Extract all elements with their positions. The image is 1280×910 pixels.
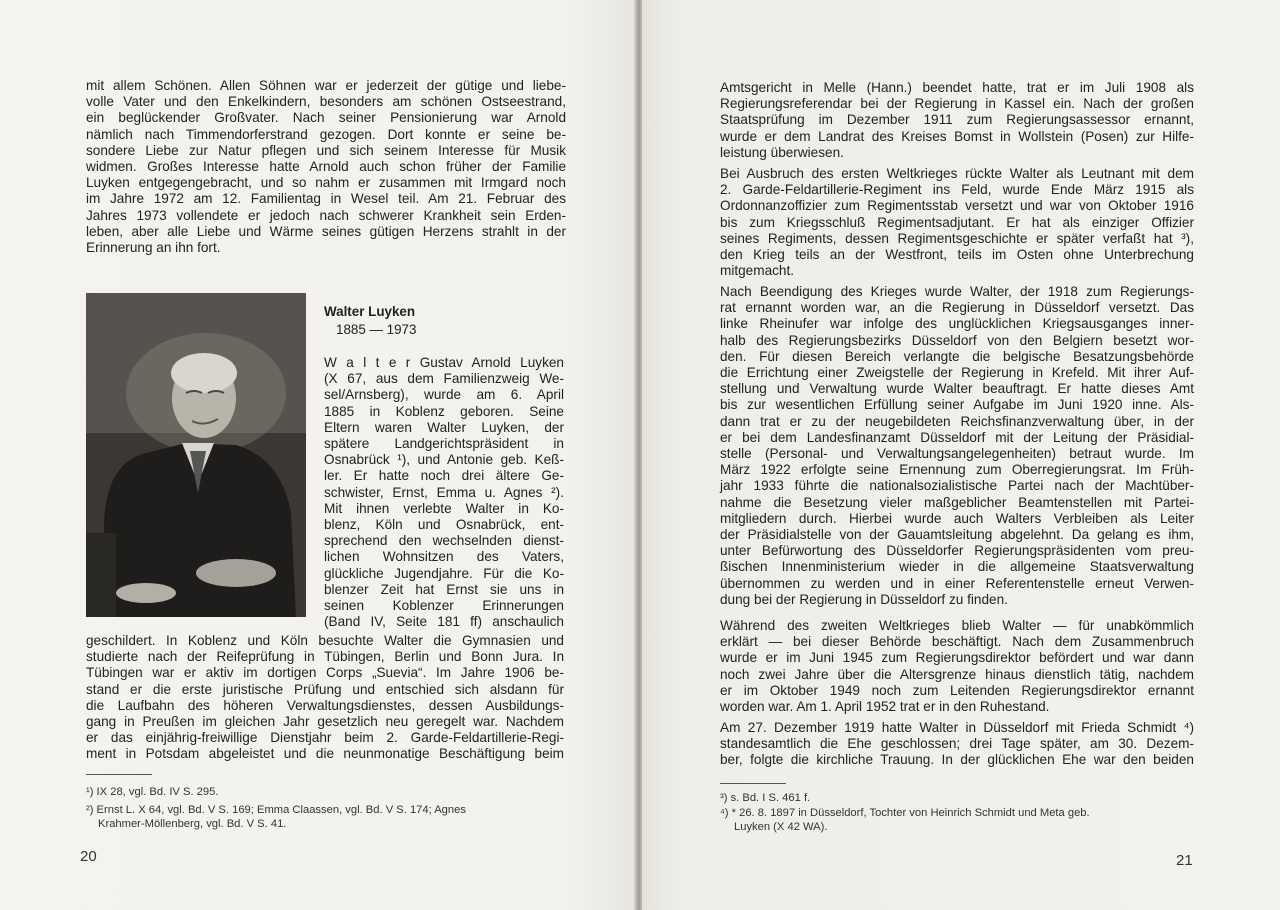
text-line: Jahres 1973 vollendete er jedoch nach schwerer Krankheit sein Erden- bbox=[86, 207, 566, 223]
text-line: worden war. Am 1. April 1952 trat er in den Ruhestand. bbox=[720, 699, 1050, 715]
bio-years: 1885 — 1973 bbox=[336, 322, 417, 337]
footnote-rule bbox=[720, 783, 786, 784]
text-line: spätere Landgerichtspräsident in bbox=[324, 436, 564, 452]
footnote-rule bbox=[86, 774, 152, 775]
portrait-photo bbox=[86, 293, 306, 617]
text-line: Mit ihnen verlebte Walter in Ko- bbox=[324, 500, 564, 516]
text-line: noch zwei Jahre über die Altersgrenze hinaus dienstlich tätig, nachdem bbox=[720, 666, 1194, 682]
text-line: Osnabrück ¹), und Antonie geb. Keß- bbox=[324, 452, 564, 468]
text-line: Luyken entgegengebracht, und so nahm er zusammen mit Irmgard noch bbox=[86, 175, 566, 191]
right-paragraph-5 bbox=[720, 720, 1194, 769]
text-line: erklärt — bei dieser Behörde beschäftigt. Nach dem Zusammenbruch bbox=[720, 634, 1194, 650]
text-line: wurde er dem Landrat des Kreises Bomst in Wollstein (Posen) zur Hilfe- bbox=[720, 128, 1194, 144]
text-line: sondere Liebe zur Natur pflegen und sich seinem Interesse für Musik bbox=[86, 142, 566, 158]
text-line: bis zum Kriegsschluß Regimentsadjutant. Er hat als einziger Offizier bbox=[720, 214, 1194, 230]
text-line: Ordonnanzoffizier zum Regimentsstab versetzt und war von Oktober 1916 bbox=[720, 198, 1194, 214]
portrait-illustration bbox=[86, 293, 306, 617]
footnote-2: ²) Ernst L. X 64, vgl. Bd. V S. 169; Emma Claassen, vgl. Bd. V S. 174; Agnes bbox=[86, 804, 466, 816]
text-line: Tübingen war er aktiv im dortigen Corps „Suevia“. Im Jahre 1906 be- bbox=[86, 665, 564, 681]
text-line: er im Oktober 1949 noch zum Leitenden Regierungsdirektor ernannt bbox=[720, 682, 1194, 698]
text-line: die Laufbahn des höheren Verwaltungsdienstes, dessen Ausbildungs- bbox=[86, 697, 564, 713]
text-line: stelle (Personal- und Verwaltungsangelegenheiten) betraut wurde. Im bbox=[720, 446, 1194, 462]
text-line: März 1922 erfolgte seine Ernennung zum Oberregierungsrat. Im Früh- bbox=[720, 462, 1194, 478]
text-line: rat ernannt worden war, an die Regierung in Düsseldorf versetzt. Das bbox=[720, 300, 1194, 316]
text-line: ler. Er hatte noch drei ältere Ge- bbox=[324, 468, 564, 484]
text-line: er das einjährig-freiwillige Dienstjahr beim 2. Garde-Feldartillerie-Regi- bbox=[86, 730, 564, 746]
text-line: seinen Koblenzer Erinnerungen bbox=[324, 598, 564, 614]
text-line: jahr 1933 führte die nationalsozialistische Partei nach der Machtüber- bbox=[720, 478, 1194, 494]
text-line: den Krieg teils an der Westfront, teils im Osten ohne Unterbrechung bbox=[720, 247, 1194, 263]
bio-column-paragraph bbox=[324, 355, 564, 630]
text-line: die Errichtung einer Zweigstelle der Regierung in Krefeld. Mit ihrer Auf- bbox=[720, 365, 1194, 381]
text-line: W a l t e r Gustav Arnold Luyken bbox=[324, 355, 564, 370]
text-line: der Präsidialstelle von der Gauamtsleitung abgelehnt. Da gelang es ihm, bbox=[720, 527, 1194, 543]
text-line: studierte nach der Reifeprüfung in Tübingen, Berlin und Bonn Jura. In bbox=[86, 649, 564, 665]
text-line: seines Regiments, dessen Regimentsgeschichte er später verfaßt hat ³), bbox=[720, 230, 1194, 246]
text-line: wurde er im Juni 1945 zum Regierungsdirektor befördert und war dann bbox=[720, 650, 1194, 666]
text-line: stellung und Verwaltung wurde Walter beauftragt. Er hatte dieses Amt bbox=[720, 381, 1194, 397]
text-line: sprechend den wechselnden dienst- bbox=[324, 533, 564, 549]
text-line: ein beglückender Großvater. Nach seiner Pensionierung war Arnold bbox=[86, 110, 566, 126]
text-line: lichen Wohnsitzen des Vaters, bbox=[324, 549, 564, 565]
text-line: bis zur wesentlichen Erfüllung seiner Aufgabe im Juni 1920 inne. Als- bbox=[720, 397, 1194, 413]
footnote-4-continued: Luyken (X 42 WA). bbox=[734, 821, 828, 833]
text-line: Erinnerung an ihn fort. bbox=[86, 240, 221, 256]
text-line: mitgliedern durch. Hierbei wurde auch Walters Verbleiben als Leiter bbox=[720, 510, 1194, 526]
text-line: (X 67, aus dem Familienzweig We- bbox=[324, 371, 564, 387]
text-line: leben, aber alle Liebe und Wärme seines gütigen Herzens strahlt in der bbox=[86, 223, 566, 239]
text-line: Regierungsreferendar bei der Regierung in Kassel ein. Nach der großen bbox=[720, 96, 1194, 112]
right-paragraph-3 bbox=[720, 284, 1194, 608]
text-line: linke Rheinufer war infolge des unglücklichen Kriegsausganges inner- bbox=[720, 316, 1194, 332]
text-line: ßischen Innenministerium wieder in die allgemeine Staatsverwaltung bbox=[720, 559, 1194, 575]
footnote-3: ³) s. Bd. I S. 461 f. bbox=[720, 792, 811, 804]
text-line: blenzer Zeit hat Ernst sie uns in bbox=[324, 581, 564, 597]
text-line: halb des Regierungsbezirks Düsseldorf von den Belgiern besetzt wor- bbox=[720, 332, 1194, 348]
text-line: stand er die erste juristische Prüfung und entschied sich alsdann für bbox=[86, 681, 564, 697]
text-line: widmen. Großes Interesse hatte Arnold auch schon früher der Familie bbox=[86, 159, 566, 175]
text-line: geschildert. In Koblenz und Köln besuchte Walter die Gymnasien und bbox=[86, 633, 564, 648]
text-line: (Band IV, Seite 181 ff) anschaulich bbox=[324, 614, 564, 630]
text-line: blenz, Köln und Osnabrück, ent- bbox=[324, 517, 564, 533]
left-top-paragraph bbox=[86, 78, 566, 256]
text-line: volle Vater und den Enkelkindern, besonders am schönen Ostseestrand, bbox=[86, 94, 566, 110]
text-line: Bei Ausbruch des ersten Weltkrieges rückte Walter als Leutnant mit dem bbox=[720, 166, 1194, 181]
text-line: Staatsprüfung im Dezember 1911 zum Regierungsassessor ernannt, bbox=[720, 112, 1194, 128]
text-line: dung bei der Regierung in Düsseldorf zu finden. bbox=[720, 591, 1008, 607]
text-line: nämlich nach Timmendorferstrand gezogen. Dort konnte er seine be- bbox=[86, 126, 566, 142]
text-line: Nach Beendigung des Krieges wurde Walter, der 1918 zum Regierungs- bbox=[720, 284, 1194, 299]
bio-name-heading: Walter Luyken bbox=[324, 304, 416, 319]
bio-full-width-paragraph bbox=[86, 633, 564, 763]
right-paragraph-4 bbox=[720, 618, 1194, 715]
text-line: nahme die Besetzung vieler maßgeblicher Beamtenstellen mit Partei- bbox=[720, 494, 1194, 510]
page-number-right: 21 bbox=[1176, 852, 1193, 869]
text-line: Am 27. Dezember 1919 hatte Walter in Düsseldorf mit Frieda Schmidt ⁴) bbox=[720, 720, 1194, 735]
text-line: ber, folgte die kirchliche Trauung. In der glücklichen Ehe war den beiden bbox=[720, 752, 1194, 768]
text-line: Während des zweiten Weltkrieges blieb Walter — für unabkömmlich bbox=[720, 618, 1194, 633]
text-line: glückliche Jugendjahre. Für die Ko- bbox=[324, 565, 564, 581]
left-page bbox=[0, 0, 636, 910]
text-line: den. Für diesen Bereich verlangte die belgische Besatzungsbehörde bbox=[720, 348, 1194, 364]
text-line: ment in Potsdam abgeleistet und die neunmonatige Beschäftigung beim bbox=[86, 746, 564, 762]
footnote-4: ⁴) * 26. 8. 1897 in Düsseldorf, Tochter von Heinrich Schmidt und Meta geb. bbox=[720, 807, 1090, 819]
text-line: übernommen zu werden und in einer Referentenstelle erneut Verwen- bbox=[720, 575, 1194, 591]
right-page bbox=[642, 0, 1280, 910]
text-line: mit allem Schönen. Allen Söhnen war er jederzeit der gütige und liebe- bbox=[86, 78, 566, 93]
right-paragraph-2 bbox=[720, 166, 1194, 279]
text-line: Eltern waren Walter Luyken, der bbox=[324, 419, 564, 435]
text-line: er bei dem Landesfinanzamt Düsseldorf mit der Leitung der Präsidial- bbox=[720, 429, 1194, 445]
text-line: sel/Arnsberg), wurde am 6. April bbox=[324, 387, 564, 403]
right-paragraph-1 bbox=[720, 80, 1194, 161]
text-line: unter Befürwortung des Düsseldorfer Regierungspräsidenten vom preu- bbox=[720, 543, 1194, 559]
text-line: leistung überwiesen. bbox=[720, 144, 844, 160]
text-line: schwister, Ernst, Emma u. Agnes ²). bbox=[324, 484, 564, 500]
text-line: standesamtlich die Ehe geschlossen; drei Tage später, am 30. Dezem- bbox=[720, 736, 1194, 752]
text-line: mitgemacht. bbox=[720, 263, 795, 279]
text-line: 2. Garde-Feldartillerie-Regiment ins Feld, wurde Ende März 1915 als bbox=[720, 182, 1194, 198]
text-line: Amtsgericht in Melle (Hann.) beendet hatte, trat er im Juli 1908 als bbox=[720, 80, 1194, 95]
footnote-2-continued: Krahmer-Möllenberg, vgl. Bd. V S. 41. bbox=[98, 818, 287, 830]
text-line: gang in Preußen im gleichen Jahr gesetzlich neu geregelt war. Nachdem bbox=[86, 714, 564, 730]
text-line: dann trat er zu der neugebildeten Reichsfinanzverwaltung über, in der bbox=[720, 413, 1194, 429]
text-line: im Jahre 1972 am 12. Familientag in Wesel teil. Am 21. Februar des bbox=[86, 191, 566, 207]
page-number-left: 20 bbox=[80, 848, 97, 865]
text-line: 1885 in Koblenz geboren. Seine bbox=[324, 403, 564, 419]
footnote-1: ¹) IX 28, vgl. Bd. IV S. 295. bbox=[86, 786, 219, 798]
